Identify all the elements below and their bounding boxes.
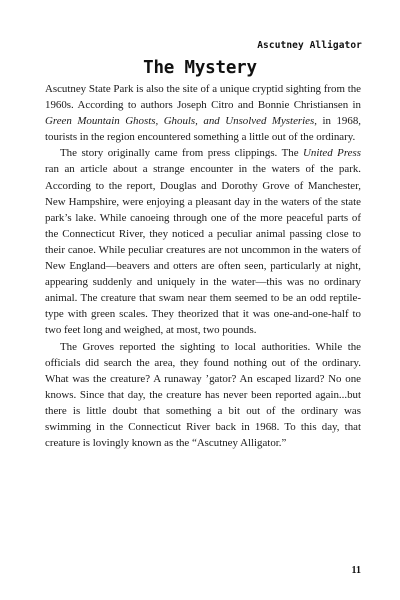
paragraph-1-text-c: , in 1968, tourists in the region encountered something a little out of the ordinary. bbox=[45, 115, 361, 144]
paragraph-2-text-a: The story originally came from press clippings. The bbox=[60, 147, 304, 160]
paragraph-3-text: The Groves reported the sighting to local authorities. While the officials did search the area, they found nothing out of the ordinary. What was the creature? A runaway ’gator? An escaped lizard? No one knows. Since that day, the creature has never been reported again...but there is little doubt that something a bit out of the ordinary was swimming in the Connecticut River back in 1968. To this day, that creature is lovingly known as the “Ascutney Alligator.” bbox=[45, 340, 361, 450]
paragraph-3 bbox=[45, 339, 361, 452]
paragraph-2 bbox=[45, 145, 361, 338]
body-text bbox=[45, 81, 361, 451]
book-title-italic: Green Mountain Ghosts, Ghouls, and Unsolved Mysteries bbox=[45, 115, 315, 128]
chapter-title: The Mystery bbox=[143, 58, 257, 78]
paragraph-1 bbox=[45, 81, 361, 145]
running-head: Ascutney Alligator bbox=[257, 40, 362, 51]
paragraph-2-text-c: ran an article about a strange encounter in the waters of the park. According to the report, Douglas and Dorothy Grove of Manchester, New Hampshire, were enjoying a pleasant day in the waters of the state park’s lake. While canoeing through one of the more peaceful parts of the Connecticut River, they noticed a peculiar animal passing close to their canoe. While peculiar creatures are not uncommon in the waters of New England—beavers and otters are often seen, particularly at night, appearing suddenly and uniquely in the water—this was no ordinary animal. The creature that swam near them seemed to be an odd reptile-type with green scales. They theorized that it was one-and-one-half to two feet long and weighed, at most, two pounds. bbox=[45, 163, 361, 337]
paragraph-1-text-a: Ascutney State Park is also the site of a unique cryptid sighting from the 1960s. According to authors Joseph Citro and Bonnie Christiansen in bbox=[45, 83, 361, 112]
publication-name-italic: United Press bbox=[303, 147, 361, 160]
page-number: 11 bbox=[351, 565, 361, 576]
